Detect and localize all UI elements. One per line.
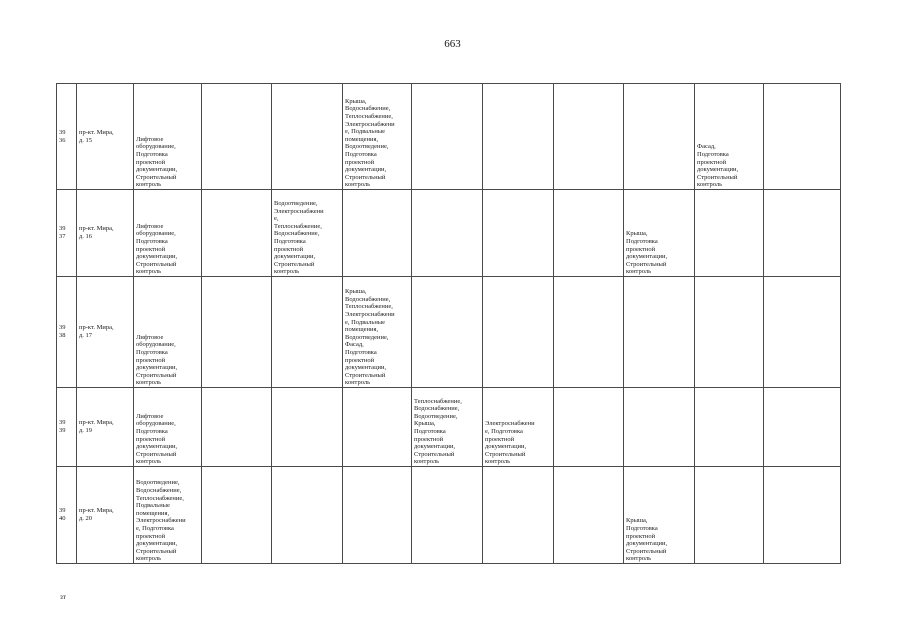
table-cell (554, 388, 624, 467)
table-cell (272, 84, 343, 190)
row-number: 39 36 (57, 84, 77, 190)
table-cell (202, 388, 272, 467)
table-cell (272, 277, 343, 388)
row-address: пр-кт. Мира, д. 15 (77, 84, 134, 190)
table-row (57, 467, 841, 564)
table-cell: Теплоснабжение, Водоснабжение, Водоотведение, Крыша, Подготовка проектной документации, Строительный контроль (412, 388, 483, 467)
table-cell (202, 84, 272, 190)
table-cell: Крыша, Подготовка проектной документации, Строительный контроль (624, 190, 695, 277)
table-row (57, 277, 841, 388)
table-row (57, 388, 841, 467)
table-cell (764, 277, 841, 388)
table-cell (202, 467, 272, 564)
row-number: 39 39 (57, 388, 77, 467)
row-address: пр-кт. Мира, д. 17 (77, 277, 134, 388)
table-cell (272, 467, 343, 564)
row-address: пр-кт. Мира, д. 19 (77, 388, 134, 467)
row-address: пр-кт. Мира, д. 16 (77, 190, 134, 277)
table-cell (764, 388, 841, 467)
table-cell (272, 388, 343, 467)
table-cell: Крыша, Водоснабжение, Теплоснабжение, Электроснабжени е, Подвальные помещения, Водоотведение, Фасад, Подготовка проектной документации, Строительный контроль (343, 277, 412, 388)
table-cell: Фасад, Подготовка проектной документации, Строительный контроль (695, 84, 764, 190)
table-cell: Лифтовое оборудование, Подготовка проектной документации, Строительный контроль (134, 388, 202, 467)
table-row (57, 190, 841, 277)
table-cell (343, 467, 412, 564)
row-number: 39 38 (57, 277, 77, 388)
page-number: 663 (444, 38, 461, 50)
table-cell: Водоотведение, Электроснабжени е, Теплоснабжение, Водоснабжение, Подготовка проектной документации, Строительный контроль (272, 190, 343, 277)
row-number: 39 37 (57, 190, 77, 277)
table-cell (483, 277, 554, 388)
table-cell (412, 190, 483, 277)
table-cell: Лифтовое оборудование, Подготовка проектной документации, Строительный контроль (134, 84, 202, 190)
table-cell (624, 277, 695, 388)
table-cell (343, 190, 412, 277)
table-cell (624, 84, 695, 190)
table-cell (412, 277, 483, 388)
table-cell: Электроснабжени е, Подготовка проектной документации, Строительный контроль (483, 388, 554, 467)
table-cell (695, 388, 764, 467)
row-number: 39 40 (57, 467, 77, 564)
footer-note: зт (60, 593, 66, 601)
table-cell (624, 388, 695, 467)
table-cell (695, 190, 764, 277)
table-cell (412, 84, 483, 190)
table-row (57, 84, 841, 190)
repair-schedule-table (56, 83, 841, 564)
table-cell (695, 277, 764, 388)
table-body (57, 84, 841, 564)
table-cell: Лифтовое оборудование, Подготовка проектной документации, Строительный контроль (134, 277, 202, 388)
table-cell (483, 190, 554, 277)
table-cell (554, 190, 624, 277)
table-cell (764, 84, 841, 190)
table-cell (554, 277, 624, 388)
table-cell (483, 467, 554, 564)
table-cell (695, 467, 764, 564)
table-cell (554, 467, 624, 564)
table-cell: Крыша, Подготовка проектной документации, Строительный контроль (624, 467, 695, 564)
table-cell (412, 467, 483, 564)
table-cell (483, 84, 554, 190)
table-cell: Водоотведение, Водоснабжение, Теплоснабжение, Подвальные помещения, Электроснабжени е, Подготовка проектной документации, Строительный контроль (134, 467, 202, 564)
table-cell (554, 84, 624, 190)
table-cell (343, 388, 412, 467)
row-address: пр-кт. Мира, д. 20 (77, 467, 134, 564)
table-cell (764, 467, 841, 564)
table-cell (764, 190, 841, 277)
table-cell (202, 277, 272, 388)
table-cell: Лифтовое оборудование, Подготовка проектной документации, Строительный контроль (134, 190, 202, 277)
table-cell: Крыша, Водоснабжение, Теплоснабжение, Электроснабжени е, Подвальные помещения, Водоотведение, Подготовка проектной документации, Строительный контроль (343, 84, 412, 190)
table-cell (202, 190, 272, 277)
